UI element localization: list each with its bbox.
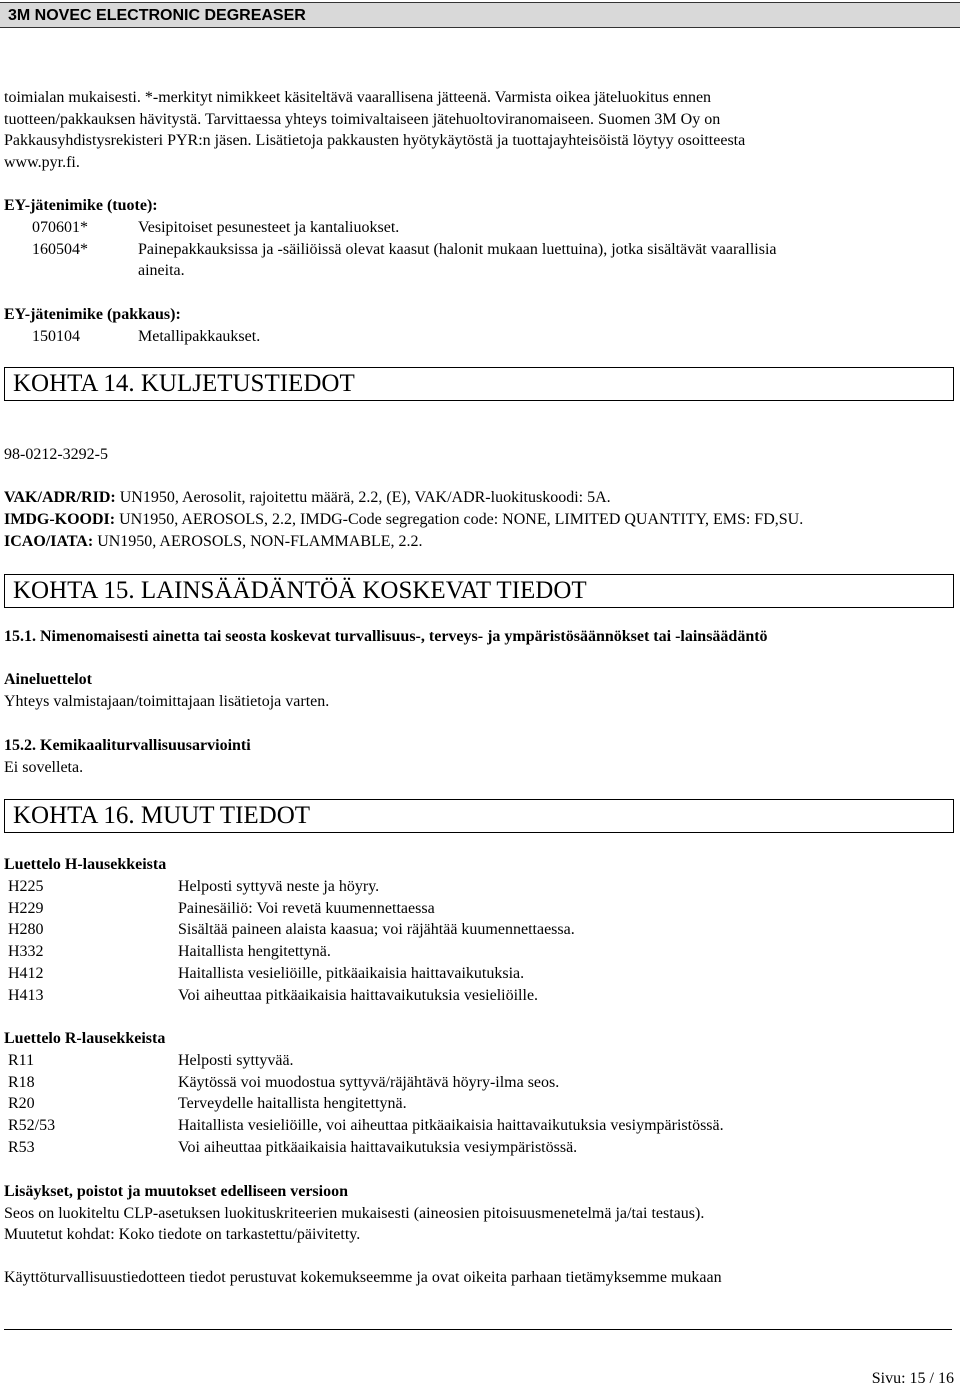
transport-value: UN1950, AEROSOLS, 2.2, IMDG-Code segregation code: NONE, LIMITED QUANTITY, EMS: FD,SU. [115, 511, 804, 528]
changes-line: Muutetut kohdat: Koko tiedote on tarkastettu/päivitetty. [4, 1226, 361, 1243]
inventory-heading: Aineluettelot [4, 671, 92, 688]
waste-code: 070601* [32, 219, 88, 236]
changes-line: Seos on luokiteltu CLP-asetuksen luokituskriteerien mukaisesti (aineosien pitoisuusmenetelmä ja/tai testaus). [4, 1205, 705, 1222]
statement-code: R11 [8, 1052, 35, 1069]
transport-value: UN1950, AEROSOLS, NON-FLAMMABLE, 2.2. [93, 533, 423, 550]
statement-text: Helposti syttyvää. [178, 1052, 294, 1069]
section-15-heading: KOHTA 15. LAINSÄÄDÄNTÖÄ KOSKEVAT TIEDOT [4, 574, 954, 608]
intro-line: www.pyr.fi. [4, 154, 80, 171]
statement-code: H225 [8, 878, 44, 895]
waste-product-heading: EY-jätenimike (tuote): [4, 197, 158, 214]
statement-code: H280 [8, 921, 44, 938]
intro-line: Pakkausyhdistysrekisteri PYR:n jäsen. Lisätietoja pakkausten hyötykäytöstä ja tuottajayhteisöistä löytyy osoitteesta [4, 132, 746, 149]
waste-package-heading: EY-jätenimike (pakkaus): [4, 306, 181, 323]
waste-code: 160504* [32, 241, 88, 258]
section-16-heading: KOHTA 16. MUUT TIEDOT [4, 799, 954, 833]
subsection-15-1: 15.1. Nimenomaisesti ainetta tai seosta koskevat turvallisuus-, terveys- ja ympäristösäännökset tai -lainsäädäntö [4, 628, 768, 645]
statement-code: R52/53 [8, 1117, 56, 1134]
product-id: 98-0212-3292-5 [4, 446, 108, 463]
statement-text: Helposti syttyvä neste ja höyry. [178, 878, 380, 895]
statement-code: H413 [8, 987, 44, 1004]
subsection-15-2-text: Ei sovelleta. [4, 759, 84, 776]
statement-text: Haitallista vesieliöille, pitkäaikaisia haittavaikutuksia. [178, 965, 525, 982]
transport-value: UN1950, Aerosolit, rajoitettu määrä, 2.2, (E), VAK/ADR-luokituskoodi: 5A. [115, 489, 611, 506]
transport-row [4, 510, 803, 530]
statement-text: Haitallista vesieliöille, voi aiheuttaa pitkäaikaisia haittavaikutuksia vesiympäristössä. [178, 1117, 724, 1134]
waste-code: 150104 [32, 328, 80, 345]
statement-text: Terveydelle haitallista hengitettynä. [178, 1095, 407, 1112]
waste-description: Painepakkauksissa ja -säiliöissä olevat kaasut (halonit mukaan luettuina), jotka sisältävät vaarallisia [138, 241, 777, 258]
page-number: Sivu: 15 / 16 [871, 1370, 954, 1387]
footer-divider [4, 1329, 952, 1330]
statement-code: R53 [8, 1139, 35, 1156]
statement-text: Voi aiheuttaa pitkäaikaisia haittavaikutuksia vesiympäristössä. [178, 1139, 578, 1156]
r-statements-heading: Luettelo R-lausekkeista [4, 1030, 166, 1047]
statement-code: H332 [8, 943, 44, 960]
statement-code: H412 [8, 965, 44, 982]
closing-statement: Käyttöturvallisuustiedotteen tiedot perustuvat kokemukseemme ja ovat oikeita parhaan tietämyksemme mukaan [4, 1269, 722, 1286]
h-statements-heading: Luettelo H-lausekkeista [4, 856, 167, 873]
section-14-heading: KOHTA 14. KULJETUSTIEDOT [4, 367, 954, 401]
statement-text: Haitallista hengitettynä. [178, 943, 331, 960]
transport-label: IMDG-KOODI: [4, 511, 116, 528]
changes-heading: Lisäykset, poistot ja muutokset edelliseen versioon [4, 1183, 348, 1200]
waste-description: Vesipitoiset pesunesteet ja kantaliuokset. [138, 219, 400, 236]
statement-text: Painesäiliö: Voi revetä kuumennettaessa [178, 900, 435, 917]
transport-label: ICAO/IATA: [4, 533, 94, 550]
inventory-text: Yhteys valmistajaan/toimittajaan lisätietoja varten. [4, 693, 330, 710]
statement-text: Sisältää paineen alaista kaasua; voi räjähtää kuumennettaessa. [178, 921, 575, 938]
document-title: 3M NOVEC ELECTRONIC DEGREASER [8, 7, 306, 24]
intro-line: tuotteen/pakkauksen hävitystä. Tarvittaessa yhteys toimivaltaiseen jätehuoltoviranomaiseen. Suomen 3M Oy on [4, 111, 721, 128]
statement-code: R20 [8, 1095, 35, 1112]
transport-label: VAK/ADR/RID: [4, 489, 116, 506]
statement-code: R18 [8, 1074, 35, 1091]
transport-row [4, 488, 611, 508]
subsection-15-2: 15.2. Kemikaaliturvallisuusarviointi [4, 737, 251, 754]
statement-code: H229 [8, 900, 44, 917]
document-header-bar [0, 2, 960, 28]
waste-description: Metallipakkaukset. [138, 328, 261, 345]
statement-text: Käytössä voi muodostua syttyvä/räjähtävä höyry-ilma seos. [178, 1074, 560, 1091]
transport-row [4, 532, 423, 552]
statement-text: Voi aiheuttaa pitkäaikaisia haittavaikutuksia vesieliöille. [178, 987, 539, 1004]
intro-line: toimialan mukaisesti. *-merkityt nimikkeet käsiteltävä vaarallisena jätteenä. Varmista oikea jäteluokitus ennen [4, 89, 712, 106]
waste-description: aineita. [138, 262, 185, 279]
